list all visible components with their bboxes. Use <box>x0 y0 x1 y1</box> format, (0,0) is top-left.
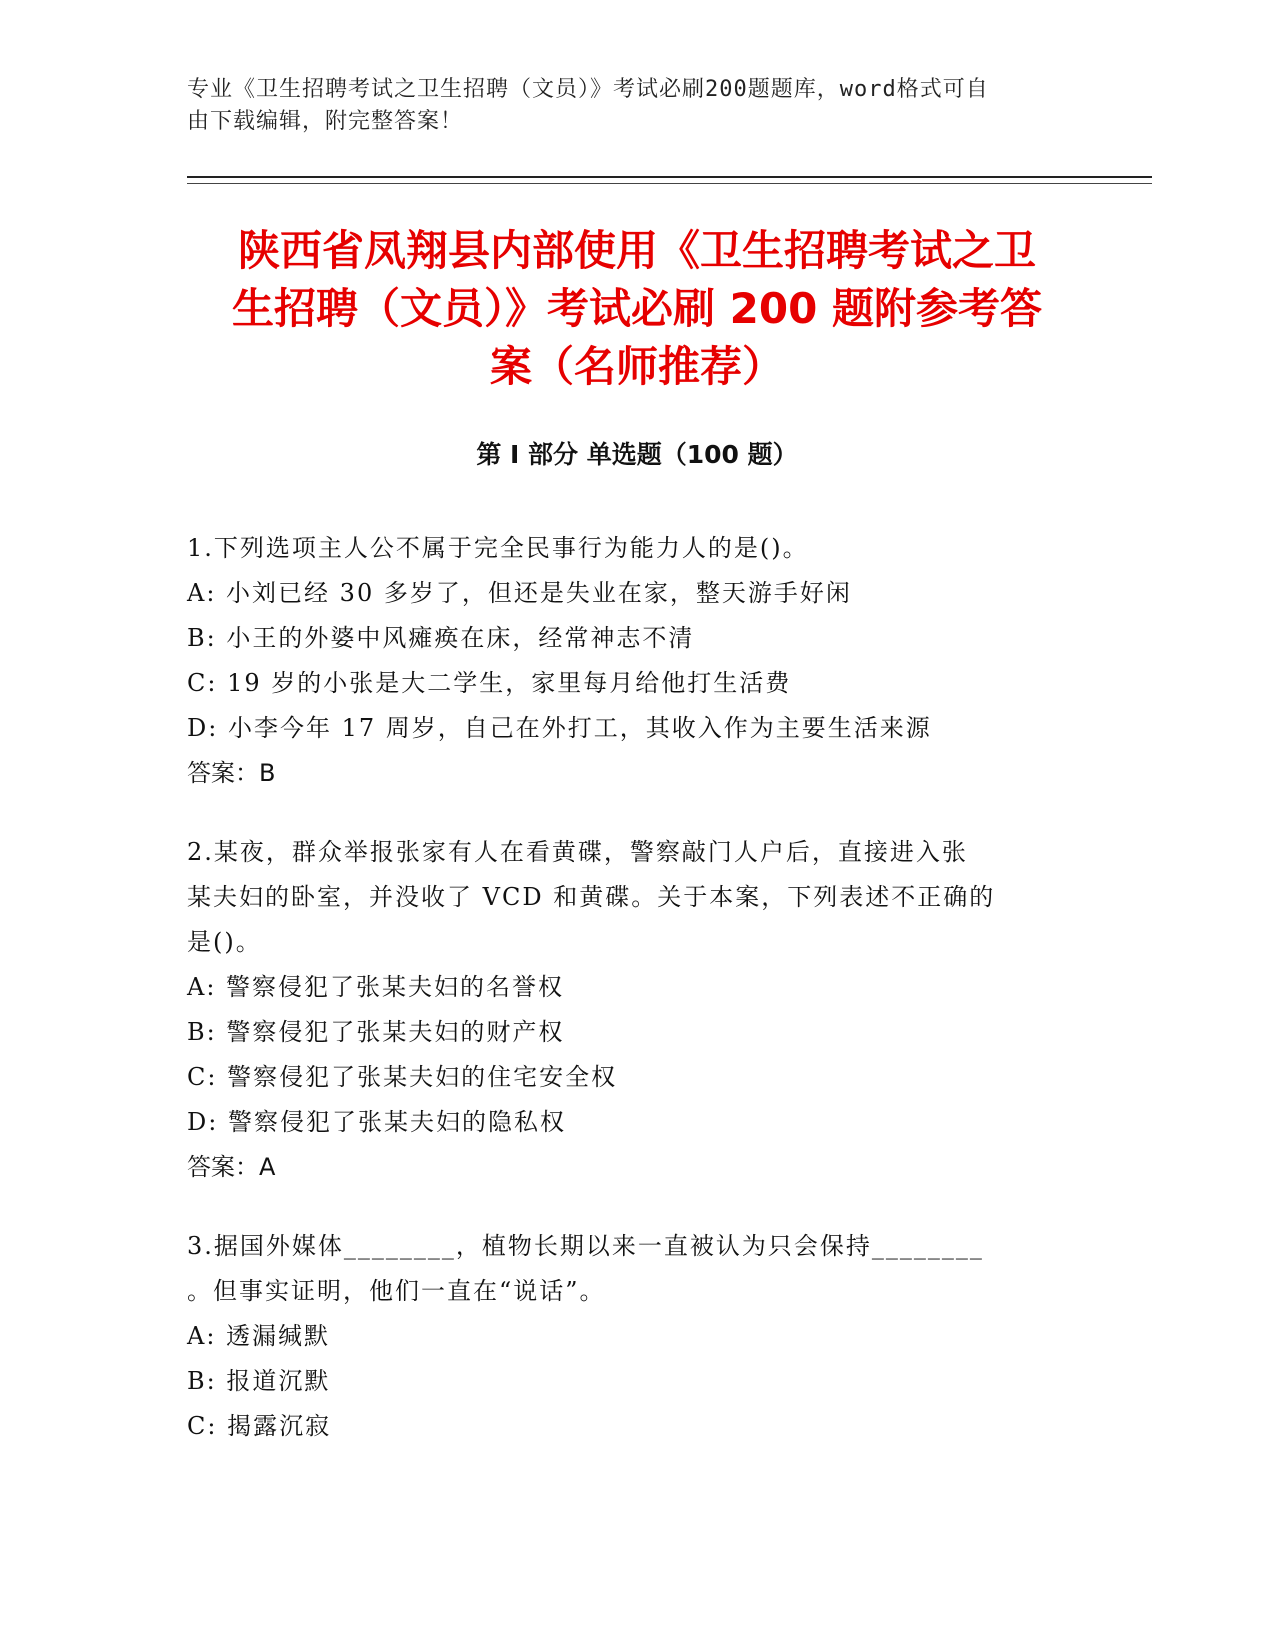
question-item <box>187 830 1067 1190</box>
document-title-line-3: 案（名师推荐） <box>489 342 784 391</box>
answer-label: 答案：B <box>187 759 276 787</box>
option-d: D: 小李今年 17 周岁，自己在外打工，其收入作为主要生活来源 <box>187 714 932 742</box>
question-list <box>187 526 1067 1483</box>
header-note-line-2: 由下载编辑，附完整答案！ <box>187 109 464 134</box>
option-b: B: 小王的外婆中风瘫痪在床，经常神志不清 <box>187 624 695 652</box>
option-b: B: 警察侵犯了张某夫妇的财产权 <box>187 1018 565 1046</box>
option-c: C: 揭露沉寂 <box>187 1412 332 1440</box>
question-stem: 。但事实证明，他们一直在“说话”。 <box>187 1277 606 1305</box>
option-c: C: 警察侵犯了张某夫妇的住宅安全权 <box>187 1063 618 1091</box>
header-divider-thin <box>187 183 1152 184</box>
option-a: A: 小刘已经 30 多岁了，但还是失业在家，整天游手好闲 <box>187 579 852 607</box>
answer-label: 答案：A <box>187 1153 276 1181</box>
question-item <box>187 1224 1067 1449</box>
question-stem: 某夫妇的卧室，并没收了 VCD 和黄碟。关于本案，下列表述不正确的 <box>187 883 996 911</box>
document-title-line-2: 生招聘（文员）》考试必刷 200 题附参考答 <box>232 284 1042 333</box>
header-note <box>187 74 1087 138</box>
option-b: B: 报道沉默 <box>187 1367 331 1395</box>
section-title: 第 I 部分 单选题（100 题） <box>476 440 798 469</box>
header-divider-thick <box>187 176 1152 178</box>
question-stem: 1.下列选项主人公不属于完全民事行为能力人的是()。 <box>187 534 809 562</box>
option-c: C: 19 岁的小张是大二学生，家里每月给他打生活费 <box>187 669 792 697</box>
option-a: A: 警察侵犯了张某夫妇的名誉权 <box>187 973 565 1001</box>
question-stem: 3.据国外媒体________，植物长期以来一直被认为只会保持________ <box>187 1232 984 1260</box>
document-title-line-1: 陕西省凤翔县内部使用《卫生招聘考试之卫 <box>237 226 1036 275</box>
document-title <box>187 222 1087 396</box>
header-note-line-1: 专业《卫生招聘考试之卫生招聘（文员）》考试必刷200题题库，word格式可自 <box>187 77 989 102</box>
option-d: D: 警察侵犯了张某夫妇的隐私权 <box>187 1108 566 1136</box>
question-stem: 是()。 <box>187 928 262 956</box>
option-a: A: 透漏缄默 <box>187 1322 331 1350</box>
question-stem: 2.某夜，群众举报张家有人在看黄碟，警察敲门人户后，直接进入张 <box>187 838 968 866</box>
question-item <box>187 526 1067 796</box>
